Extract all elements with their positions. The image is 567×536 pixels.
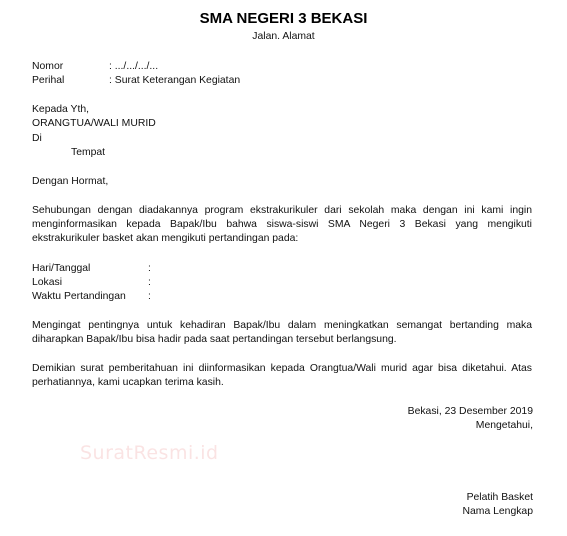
detail-label-date: Hari/Tanggal bbox=[32, 263, 91, 274]
recipient-place: Tempat bbox=[71, 147, 106, 158]
detail-colon-date: : bbox=[148, 263, 151, 274]
recipient-di: Di bbox=[32, 133, 42, 144]
detail-label-time: Waktu Pertandingan bbox=[32, 291, 126, 302]
perihal-label: Perihal bbox=[32, 75, 65, 86]
detail-colon-time: : bbox=[148, 291, 151, 302]
body-paragraph-2: Mengingat pentingnya untuk kehadiran Bapak/Ibu dalam meningkatkan semangat bertanding maka diharapkan Bapak/Ibu bisa hadir pada saat pertandingan tersebut berlangsung. bbox=[32, 320, 532, 345]
school-name: SMA NEGERI 3 BEKASI bbox=[199, 10, 368, 27]
recipient-name: ORANGTUA/WALI MURID bbox=[32, 118, 156, 129]
body-paragraph-1: Sehubungan dengan diadakannya program ekstrakurikuler dari sekolah maka dengan ini kami ingin menginformasikan kepada Bapak/Ibu bahwa siswa-siswi SMA Negeri 3 Bekasi yang mengikuti ekstrakurikuler basket akan mengikuti pertandingan pada: bbox=[32, 205, 532, 244]
recipient-salutation: Kepada Yth, bbox=[32, 104, 90, 115]
signer-name: Nama Lengkap bbox=[462, 506, 533, 517]
watermark-logo: SuratResmi.id bbox=[80, 442, 219, 464]
greeting: Dengan Hormat, bbox=[32, 176, 109, 187]
detail-colon-location: : bbox=[148, 277, 151, 288]
place-date: Bekasi, 23 Desember 2019 bbox=[407, 406, 533, 417]
detail-label-location: Lokasi bbox=[32, 277, 63, 288]
perihal-value: : Surat Keterangan Kegiatan bbox=[109, 75, 241, 86]
body-paragraph-3: Demikian surat pemberitahuan ini diinformasikan kepada Orangtua/Wali murid agar bisa diketahui. Atas perhatiannya, kami ucapkan terima kasih. bbox=[32, 363, 532, 388]
school-address: Jalan. Alamat bbox=[252, 31, 315, 42]
nomor-value: : .../.../.../... bbox=[109, 61, 159, 72]
acknowledged-label: Mengetahui, bbox=[475, 420, 533, 431]
signer-title: Pelatih Basket bbox=[466, 492, 533, 503]
nomor-label: Nomor bbox=[32, 61, 64, 72]
